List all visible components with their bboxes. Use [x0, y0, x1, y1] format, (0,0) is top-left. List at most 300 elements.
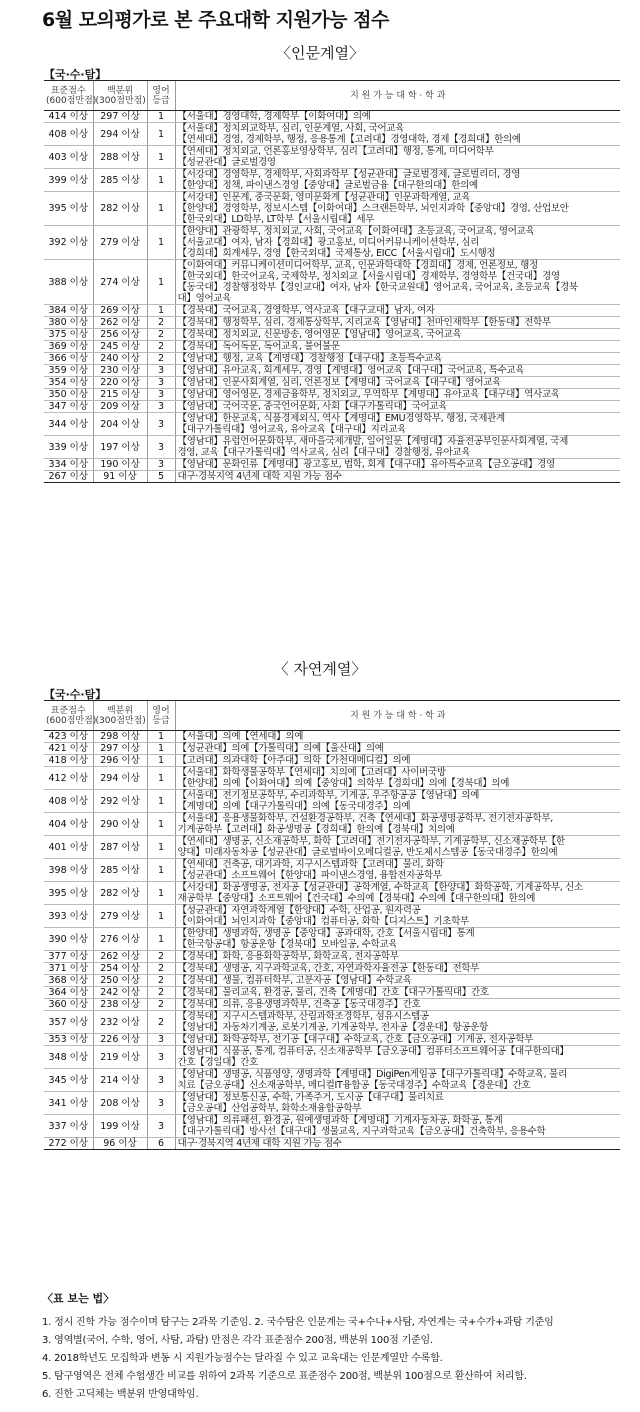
english-grade-cell: 1	[147, 882, 175, 905]
table-row	[44, 790, 620, 813]
header-universities: 지 원 가 능 대 학 · 학 과	[175, 81, 620, 111]
universities-line: 【연세대】경영, 경제학부, 행정, 응용통계【고려대】경영대학, 경제【경희대】한의예	[177, 134, 521, 145]
score-cell: 345 이상	[44, 1069, 93, 1092]
percentile-cell: 276 이상	[93, 928, 147, 951]
universities-line: 경영, 교육【대구가톨릭대】역사교육, 심리【대구대】경찰행정, 유아교육	[177, 447, 471, 458]
percentile-cell: 262 이상	[93, 317, 147, 329]
universities-line: 【경북대】화학, 응용화학공학부, 화학교육, 전자공학부	[177, 951, 399, 962]
percentile-cell: 285 이상	[93, 859, 147, 882]
percentile-cell: 282 이상	[93, 882, 147, 905]
table-row	[44, 317, 620, 329]
universities-cell	[175, 365, 620, 377]
score-cell: 418 이상	[44, 755, 93, 767]
universities-cell	[175, 987, 620, 999]
english-grade-cell: 2	[147, 329, 175, 341]
english-grade-cell: 2	[147, 1011, 175, 1034]
score-cell: 354 이상	[44, 377, 93, 389]
universities-line: 【성균관대】글로벌경영	[177, 157, 276, 168]
percentile-cell: 297 이상	[93, 743, 147, 755]
humanities-heading: 〈인문계열〉	[276, 44, 364, 62]
universities-line: 【한국외대】LD학부, LT학부【서울시립대】세무	[177, 214, 375, 225]
score-cell: 403 이상	[44, 146, 93, 169]
percentile-cell: 220 이상	[93, 377, 147, 389]
universities-line: 양대】미래자동차공【성균관대】글로벌바이오메디컬공, 반도체시스템공【동국대경주】한의예	[177, 847, 558, 858]
percentile-cell: 215 이상	[93, 389, 147, 401]
universities-line: 【서강대】경영학부, 경제학부, 사회과학부【성균관대】글로벌경제, 글로벌리더, 경영	[177, 169, 521, 180]
universities-line: 【경북대】생명공, 지구과학교육, 간호, 자연과학자율전공【한동대】전학부	[177, 963, 480, 974]
percentile-cell: 279 이상	[93, 905, 147, 928]
percentile-cell: 245 이상	[93, 341, 147, 353]
universities-line: 【영남대】한문교육, 식품경제외식, 역사【계명대】EMU경영학부, 행정, 국제관계	[177, 413, 505, 424]
percentile-cell: 238 이상	[93, 999, 147, 1011]
english-grade-cell: 3	[147, 389, 175, 401]
score-cell: 371 이상	[44, 963, 93, 975]
english-grade-cell: 1	[147, 790, 175, 813]
percentile-cell: 197 이상	[93, 436, 147, 459]
english-grade-cell: 3	[147, 401, 175, 413]
universities-line: 【한양대】정책, 파이낸스경영【중앙대】글로벌금융【대구한의대】한의예	[177, 180, 478, 191]
universities-cell	[175, 813, 620, 836]
universities-line: 간호【경일대】간호	[177, 1057, 259, 1068]
score-cell: 369 이상	[44, 341, 93, 353]
english-grade-cell: 2	[147, 963, 175, 975]
universities-line: 【서울대】응용생물화학부, 건설환경공학부, 건축【연세대】화공생명공학부, 전기전자공학부,	[177, 813, 553, 824]
table-row	[44, 401, 620, 413]
table-row	[44, 329, 620, 341]
table-row	[44, 882, 620, 905]
percentile-cell: 292 이상	[93, 790, 147, 813]
note-item: 3. 영역별(국어, 수학, 영어, 사탐, 과탐) 만점은 각각 표준점수 200점, 백분위 100점 기준임.	[42, 1335, 433, 1346]
english-grade-cell: 3	[147, 1034, 175, 1046]
universities-cell	[175, 329, 620, 341]
percentile-cell: 282 이상	[93, 192, 147, 226]
english-grade-cell: 2	[147, 987, 175, 999]
universities-line: 【영남대】식품공, 통계, 컴퓨터공, 신소재공학부【금오공대】컴퓨터소프트웨어공【대구한의대】	[177, 1046, 569, 1057]
score-cell: 388 이상	[44, 260, 93, 305]
table-row	[44, 928, 620, 951]
score-cell: 272 이상	[44, 1138, 93, 1150]
universities-line: 【서강대】인문계, 중국문화, 영미문화계【성균관대】인문과학계열, 교육	[177, 192, 471, 203]
score-cell: 408 이상	[44, 123, 93, 146]
table-row	[44, 169, 620, 192]
universities-cell	[175, 459, 620, 471]
percentile-cell: 199 이상	[93, 1115, 147, 1138]
universities-line: 【동국대】경찰행정학부【경인교대】여자, 남자【한국교원대】영어교육, 국어교육, 초등교육【경북	[177, 282, 578, 293]
table-row	[44, 836, 620, 859]
table-row	[44, 1046, 620, 1069]
universities-cell	[175, 353, 620, 365]
universities-line: 【대구가톨릭대】방사선【대구대】생물교육, 지구과학교육【금오공대】건축학부, 응용수학	[177, 1126, 546, 1137]
universities-line: 【영남대】문화인류【계명대】광고홍보, 법학, 회계【대구대】유아특수교육【금오공대】경영	[177, 459, 555, 470]
universities-line: 【영남대】의류패션, 환경공, 원예생명과학【계명대】기계자동차공, 화학공, 통계	[177, 1115, 503, 1126]
percentile-cell: 96 이상	[93, 1138, 147, 1150]
universities-cell	[175, 471, 620, 483]
table-row	[44, 111, 620, 123]
score-cell: 380 이상	[44, 317, 93, 329]
score-cell: 334 이상	[44, 459, 93, 471]
universities-line: 기계공학부【고려대】화공생명공【경희대】한의예【경북대】치의예	[177, 824, 455, 835]
score-cell: 350 이상	[44, 389, 93, 401]
english-grade-cell: 3	[147, 413, 175, 436]
score-cell: 368 이상	[44, 975, 93, 987]
english-grade-cell: 2	[147, 317, 175, 329]
score-cell: 401 이상	[44, 836, 93, 859]
universities-line: 【서울대】경영대학, 경제학부【이화여대】의예	[177, 111, 371, 122]
universities-line: 【성균관대】자연과학계열【한양대】수학, 산업공, 원자력공	[177, 905, 421, 916]
table-row	[44, 192, 620, 226]
percentile-cell: 204 이상	[93, 413, 147, 436]
percentile-cell: 254 이상	[93, 963, 147, 975]
table-header-row	[44, 81, 620, 111]
universities-line: 【영남대】화학공학부, 전기공【대구대】수학교육, 간호【금오공대】기계공, 전자공학부	[177, 1034, 534, 1045]
header-percentile: 백분위 (300점만점)	[93, 701, 147, 731]
table-row	[44, 1011, 620, 1034]
universities-cell	[175, 1138, 620, 1150]
universities-line: 【연세대】정치외교, 언론홍보영상학부, 심리【고려대】행정, 통계, 미디어학부	[177, 146, 494, 157]
natural-heading: 〈 자연계열〉	[273, 660, 367, 678]
english-grade-cell: 1	[147, 859, 175, 882]
universities-cell	[175, 905, 620, 928]
table-row	[44, 767, 620, 790]
percentile-cell: 285 이상	[93, 169, 147, 192]
english-grade-cell: 1	[147, 146, 175, 169]
universities-cell	[175, 836, 620, 859]
universities-cell	[175, 1115, 620, 1138]
percentile-cell: 298 이상	[93, 731, 147, 743]
score-cell: 404 이상	[44, 813, 93, 836]
english-grade-cell: 1	[147, 905, 175, 928]
score-cell: 384 이상	[44, 305, 93, 317]
english-grade-cell: 1	[147, 305, 175, 317]
english-grade-cell: 1	[147, 226, 175, 260]
universities-line: 【한양대】생명과학, 생명공【중앙대】공과대학, 간호【서울시립대】통계	[177, 928, 475, 939]
notes-list	[42, 1314, 622, 1404]
score-cell: 357 이상	[44, 1011, 93, 1034]
english-grade-cell: 3	[147, 365, 175, 377]
english-grade-cell: 3	[147, 459, 175, 471]
note-item: 6. 진한 고딕체는 백분위 반영대학임.	[42, 1389, 199, 1400]
percentile-cell: 230 이상	[93, 365, 147, 377]
header-english-grade: 영어 등급	[147, 701, 175, 731]
english-grade-cell: 2	[147, 999, 175, 1011]
universities-cell	[175, 1069, 620, 1092]
universities-line: 【계명대】의예【대구가톨릭대】의예【동국대경주】의예	[177, 801, 411, 812]
universities-line: 【경북대】생물, 컴퓨터학부, 고분자공【영남대】수학교육	[177, 975, 412, 986]
english-grade-cell: 1	[147, 928, 175, 951]
percentile-cell: 232 이상	[93, 1011, 147, 1034]
percentile-cell: 250 이상	[93, 975, 147, 987]
header-score: 표준점수 (600점만점)	[44, 81, 93, 111]
table-row	[44, 305, 620, 317]
universities-cell	[175, 882, 620, 905]
universities-cell	[175, 1011, 620, 1034]
table-row	[44, 226, 620, 260]
score-cell: 412 이상	[44, 767, 93, 790]
universities-cell	[175, 401, 620, 413]
universities-line: 【경북대】행정학부, 심리, 경제통상학부, 지리교육【영남대】천마인재학부【한동대】전학부	[177, 317, 551, 328]
universities-cell	[175, 928, 620, 951]
percentile-cell: 190 이상	[93, 459, 147, 471]
universities-line: 【경북대】국어교육, 경영학부, 역사교육【대구교대】남자, 여자	[177, 305, 435, 316]
universities-cell	[175, 146, 620, 169]
natural-table	[44, 700, 620, 1150]
english-grade-cell: 1	[147, 123, 175, 146]
english-grade-cell: 2	[147, 341, 175, 353]
score-cell: 390 이상	[44, 928, 93, 951]
universities-line: 재공학부【중앙대】소프트웨어【건국대】수의예【경북대】수의예【대구한의대】한의예	[177, 893, 536, 904]
universities-line: 대】영어교육	[177, 293, 232, 304]
table-row	[44, 353, 620, 365]
universities-cell	[175, 790, 620, 813]
score-cell: 359 이상	[44, 365, 93, 377]
english-grade-cell: 1	[147, 767, 175, 790]
universities-cell	[175, 317, 620, 329]
table-row	[44, 731, 620, 743]
score-cell: 267 이상	[44, 471, 93, 483]
score-cell: 339 이상	[44, 436, 93, 459]
universities-line: 【영남대】국어국문, 중국언어문화, 사회【대구가톨릭대】국어교육	[177, 401, 448, 412]
score-cell: 399 이상	[44, 169, 93, 192]
score-cell: 393 이상	[44, 905, 93, 928]
universities-line: 【대구가톨릭대】영어교육, 유아교육【대구대】지리교육	[177, 424, 407, 435]
english-grade-cell: 2	[147, 353, 175, 365]
universities-line: 【성균관대】소프트웨어【한양대】파이낸스경영, 융합전자공학부	[177, 870, 442, 881]
table-row	[44, 987, 620, 999]
score-cell: 392 이상	[44, 226, 93, 260]
score-cell: 423 이상	[44, 731, 93, 743]
score-cell: 377 이상	[44, 951, 93, 963]
universities-line: 【영남대】영어영문, 경제금융학부, 정치외교, 무역학부【계명대】유아교육【대구대】역사교육	[177, 389, 560, 400]
note-item: 1. 정시 진학 가능 점수이며 탐구는 2과목 기준임. 2. 국수탐은 인문계는 국+수나+사탐, 자연계는 국+수가+과탐 기준임	[42, 1317, 554, 1328]
english-grade-cell: 3	[147, 1069, 175, 1092]
table-row	[44, 813, 620, 836]
english-grade-cell: 1	[147, 169, 175, 192]
universities-line: 【한양대】경영학부, 정보시스템【이화여대】스크랜튼학부, 뇌인지과학【중앙대】경영, 산업보안	[177, 203, 569, 214]
table-row	[44, 905, 620, 928]
universities-cell	[175, 389, 620, 401]
percentile-cell: 279 이상	[93, 226, 147, 260]
score-cell: 395 이상	[44, 192, 93, 226]
universities-line: 【영남대】행정, 교육【계명대】경찰행정【대구대】초등특수교육	[177, 353, 443, 364]
note-item: 4. 2018학년도 모집학과 변동 시 지원가능점수는 달라질 수 있고 교육대는 인문계열만 수록함.	[42, 1353, 443, 1364]
table-row	[44, 377, 620, 389]
percentile-cell: 269 이상	[93, 305, 147, 317]
universities-line: 【영남대】자동차기계공, 로봇기계공, 기계공학부, 전자공【경운대】항공운항	[177, 1022, 489, 1033]
universities-line: 【성균관대】의예【가톨릭대】의예【울산대】의예	[177, 743, 384, 754]
notes	[42, 1290, 622, 1404]
universities-line: 【고려대】의과대학【아주대】의학【가천대메디컬】의예	[177, 755, 411, 766]
universities-cell	[175, 377, 620, 389]
english-grade-cell: 3	[147, 1092, 175, 1115]
universities-cell	[175, 1092, 620, 1115]
score-cell: 395 이상	[44, 882, 93, 905]
percentile-cell: 288 이상	[93, 146, 147, 169]
universities-line: 【서강대】화공생명공, 전자공【성균관대】공학계열, 수학교육【한양대】화학공학, 기계공학부, 신소	[177, 882, 583, 893]
english-grade-cell: 1	[147, 813, 175, 836]
universities-line: 【영남대】생명공, 식품영양, 생명과학【계명대】DigiPen게임공【대구가톨릭대】수학교육, 물리	[177, 1069, 567, 1080]
percentile-cell: 274 이상	[93, 260, 147, 305]
score-cell: 360 이상	[44, 999, 93, 1011]
universities-cell	[175, 755, 620, 767]
universities-line: 【연세대】건축공, 대기과학, 지구시스템과학【고려대】물리, 화학	[177, 859, 444, 870]
table-row	[44, 1034, 620, 1046]
universities-line: 【영남대】유럽언어문화학부, 새마을국제개발, 일어일문【계명대】자율전공부인문사회계열, 국제	[177, 436, 568, 447]
header-english-grade: 영어 등급	[147, 81, 175, 111]
universities-line: 【경희대】회계세무, 경영【한국외대】국제통상, EICC【서울시립대】도시행정	[177, 248, 496, 259]
universities-cell	[175, 169, 620, 192]
english-grade-cell: 5	[147, 471, 175, 483]
universities-line: 【서울대】의예【연세대】의예	[177, 731, 304, 742]
percentile-cell: 296 이상	[93, 755, 147, 767]
page-title: 6월 모의평가로 본 주요대학 지원가능 점수	[42, 9, 389, 31]
universities-cell	[175, 305, 620, 317]
percentile-cell: 242 이상	[93, 987, 147, 999]
percentile-cell: 262 이상	[93, 951, 147, 963]
table-row	[44, 260, 620, 305]
english-grade-cell: 6	[147, 1138, 175, 1150]
english-grade-cell: 1	[147, 755, 175, 767]
natural-subject-tag: 【국·수·탐】	[44, 688, 107, 701]
universities-cell	[175, 731, 620, 743]
universities-line: 【금오공대】산업공학부, 화학소재융합공학부	[177, 1103, 362, 1114]
universities-cell	[175, 260, 620, 305]
header-percentile: 백분위 (300점만점)	[93, 81, 147, 111]
english-grade-cell: 1	[147, 260, 175, 305]
universities-line: 【이화여대】커뮤니케이션미디어학부, 교육, 인문과학대학【경희대】경제, 언론정보, 행정	[177, 260, 538, 271]
universities-line: 【한양대】관광학부, 정치외교, 사회, 국어교육【이화여대】초등교육, 국어교육, 영어교육	[177, 226, 535, 237]
percentile-cell: 256 이상	[93, 329, 147, 341]
universities-line: 【경북대】의류, 응용생명과학부, 건축공【동국대경주】간호	[177, 999, 421, 1010]
percentile-cell: 294 이상	[93, 767, 147, 790]
score-cell: 366 이상	[44, 353, 93, 365]
universities-cell	[175, 1046, 620, 1069]
universities-line: 【영남대】유아교육, 회계세무, 경영【계명대】영어교육【대구대】국어교육, 특수교육	[177, 365, 525, 376]
english-grade-cell: 3	[147, 1046, 175, 1069]
universities-line: 【경북대】정치외교, 신문방송, 영어영문【영남대】영어교육, 국어교육	[177, 329, 462, 340]
universities-cell	[175, 963, 620, 975]
table-row	[44, 951, 620, 963]
universities-line: 치료【금오공대】신소재공학부, 메디컬IT융합공【동국대경주】수학교육【경운대】간호	[177, 1080, 531, 1091]
table-row	[44, 471, 620, 483]
score-cell: 364 이상	[44, 987, 93, 999]
universities-cell	[175, 226, 620, 260]
universities-line: 대구·경북지역 4년제 대학 지원 가능 점수	[177, 1138, 342, 1149]
english-grade-cell: 2	[147, 951, 175, 963]
score-cell: 398 이상	[44, 859, 93, 882]
score-cell: 347 이상	[44, 401, 93, 413]
table-row	[44, 146, 620, 169]
universities-line: 【한국항공대】항공운항【경북대】모바일공, 수학교육	[177, 939, 398, 950]
percentile-cell: 209 이상	[93, 401, 147, 413]
universities-line: 【서울대】정치외교학부, 심리, 인문계열, 사회, 국어교육	[177, 123, 405, 134]
english-grade-cell: 1	[147, 111, 175, 123]
humanities-table	[44, 80, 620, 483]
table-row	[44, 755, 620, 767]
score-cell: 353 이상	[44, 1034, 93, 1046]
english-grade-cell: 1	[147, 192, 175, 226]
table-row	[44, 413, 620, 436]
table-row	[44, 1092, 620, 1115]
percentile-cell: 91 이상	[93, 471, 147, 483]
percentile-cell: 214 이상	[93, 1069, 147, 1092]
english-grade-cell: 3	[147, 377, 175, 389]
universities-line: 【한양대】의예【이화여대】의예【중앙대】의학부【경희대】의예【경북대】의예	[177, 778, 510, 789]
score-cell: 341 이상	[44, 1092, 93, 1115]
universities-line: 【서울대】화학생물공학부【연세대】치의예【고려대】사이버국방	[177, 767, 446, 778]
notes-title: 〈표 보는 법〉	[42, 1292, 115, 1305]
natural-table-body	[44, 731, 620, 1150]
score-cell: 414 이상	[44, 111, 93, 123]
percentile-cell: 294 이상	[93, 123, 147, 146]
universities-line: 【경북대】지구시스템과학부, 산림과학조경학부, 섬유시스템공	[177, 1011, 429, 1022]
percentile-cell: 208 이상	[93, 1092, 147, 1115]
universities-cell	[175, 436, 620, 459]
universities-line: 【영남대】정보통신공, 수학, 가족주거, 도시공【대구대】물리치료	[177, 1092, 444, 1103]
table-row	[44, 743, 620, 755]
table-row	[44, 365, 620, 377]
humanities-subject-tag: 【국·수·탐】	[44, 68, 107, 81]
table-row	[44, 459, 620, 471]
score-cell: 421 이상	[44, 743, 93, 755]
universities-cell	[175, 192, 620, 226]
table-header-row	[44, 701, 620, 731]
table-row	[44, 999, 620, 1011]
english-grade-cell: 3	[147, 1115, 175, 1138]
table-row	[44, 1069, 620, 1092]
percentile-cell: 297 이상	[93, 111, 147, 123]
universities-cell	[175, 767, 620, 790]
universities-cell	[175, 123, 620, 146]
table-row	[44, 436, 620, 459]
universities-line: 【영남대】인문사회계열, 심리, 언론정보【계명대】국어교육【대구대】영어교육	[177, 377, 502, 388]
score-cell: 344 이상	[44, 413, 93, 436]
score-cell: 337 이상	[44, 1115, 93, 1138]
universities-line: 【한국외대】한국어교육, 국제학부, 정치외교【서울시립대】경제학부, 경영학부【건국대】경영	[177, 271, 560, 282]
english-grade-cell: 1	[147, 731, 175, 743]
universities-cell	[175, 413, 620, 436]
header-universities: 지 원 가 능 대 학 · 학 과	[175, 701, 620, 731]
universities-line: 【연세대】생명공, 신소재공학부, 화학【고려대】전기전자공학부, 기계공학부, 신소재공학부【한	[177, 836, 565, 847]
universities-cell	[175, 341, 620, 353]
percentile-cell: 240 이상	[93, 353, 147, 365]
table-row	[44, 389, 620, 401]
universities-line: 【이화여대】뇌인지과학【중앙대】컴퓨터공, 화학【디지스트】기초학부	[177, 916, 469, 927]
percentile-cell: 290 이상	[93, 813, 147, 836]
note-item: 5. 탐구영역은 전체 수험생간 비교를 위하여 2과목 기준으로 표준점수 200점, 백분위 100점으로 환산하여 처리함.	[42, 1371, 527, 1382]
table-row	[44, 975, 620, 987]
table-row	[44, 123, 620, 146]
universities-cell	[175, 859, 620, 882]
score-cell: 408 이상	[44, 790, 93, 813]
universities-line: 【서울교대】여자, 남자【경희대】광고홍보, 미디어커뮤니케이션학부, 심리	[177, 237, 480, 248]
universities-cell	[175, 999, 620, 1011]
universities-cell	[175, 975, 620, 987]
english-grade-cell: 3	[147, 436, 175, 459]
universities-line: 대구·경북지역 4년제 대학 지원 가능 점수	[177, 471, 342, 482]
universities-cell	[175, 111, 620, 123]
universities-cell	[175, 743, 620, 755]
percentile-cell: 226 이상	[93, 1034, 147, 1046]
percentile-cell: 219 이상	[93, 1046, 147, 1069]
humanities-table-body	[44, 111, 620, 483]
table-row	[44, 859, 620, 882]
universities-cell	[175, 951, 620, 963]
score-cell: 348 이상	[44, 1046, 93, 1069]
table-row	[44, 963, 620, 975]
universities-cell	[175, 1034, 620, 1046]
table-row	[44, 1138, 620, 1150]
english-grade-cell: 1	[147, 743, 175, 755]
